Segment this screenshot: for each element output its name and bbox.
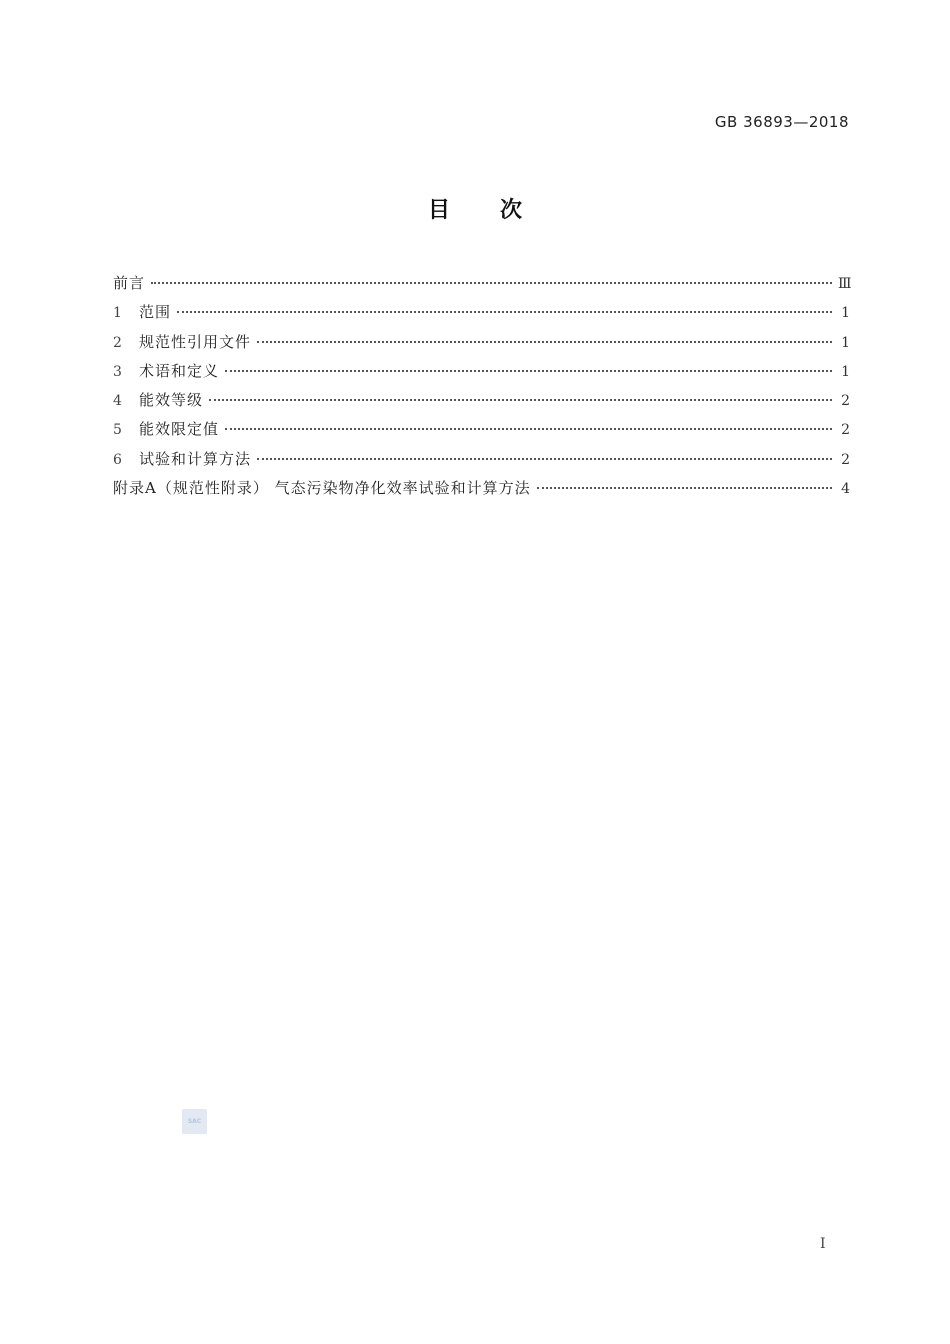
toc-entry-normative-references[interactable] [113,331,850,360]
page-number: I [820,1236,826,1252]
toc-leader-dots [225,427,832,430]
toc-entry-efficiency-grades[interactable] [113,389,850,418]
toc-entry-number: 2 [113,334,122,351]
toc-entry-annex-a[interactable] [113,477,850,506]
toc-leader-dots [151,281,832,284]
toc-entry-page: 1 [841,334,850,351]
toc-entry-label: 术语和定义 [139,361,220,380]
toc-leader-dots [257,340,832,343]
toc-entry-page: 2 [841,393,850,410]
toc-entry-label: 前言 [113,274,146,292]
toc-entry-number: 6 [113,451,122,468]
toc-entry-label: 试验和计算方法 [139,449,252,468]
toc-leader-dots [209,398,832,401]
toc-entry-number: 3 [113,363,122,380]
toc-entry-label: 范围 [139,303,172,322]
toc-entry-test-methods[interactable] [113,448,850,477]
toc-entry-page: 4 [841,481,850,498]
toc-entry-label: 能效限定值 [139,420,220,439]
toc-entry-scope[interactable] [113,301,850,330]
toc-entry-page: 2 [841,422,850,439]
toc-entry-number: 1 [113,305,122,322]
toc-leader-dots [257,457,832,460]
toc-entry-label: 规范性引用文件 [139,332,252,351]
toc-entry-number: 5 [113,422,122,439]
toc-leader-dots [225,369,832,372]
toc-entry-page: 1 [841,363,850,380]
page-title: 目次 [427,198,572,223]
watermark-stamp-icon [182,1109,207,1134]
toc-leader-dots [177,310,832,313]
toc-entry-page: 1 [841,305,850,322]
toc-entry-foreword[interactable] [113,272,850,301]
toc-entry-label: 能效等级 [139,391,204,410]
toc-entry-number: 4 [113,393,122,410]
toc-entry-page: Ⅲ [838,276,852,292]
toc-entry-label: 附录A（规范性附录） 气态污染物净化效率试验和计算方法 [113,479,531,498]
toc-entry-terms[interactable] [113,360,850,389]
stamp-text: SAC [187,1118,202,1125]
toc-entry-limit-values[interactable] [113,418,850,447]
table-of-contents [113,272,850,506]
toc-leader-dots [537,486,832,489]
toc-entry-page: 2 [841,451,850,468]
standard-code: GB 36893—2018 [714,113,849,131]
